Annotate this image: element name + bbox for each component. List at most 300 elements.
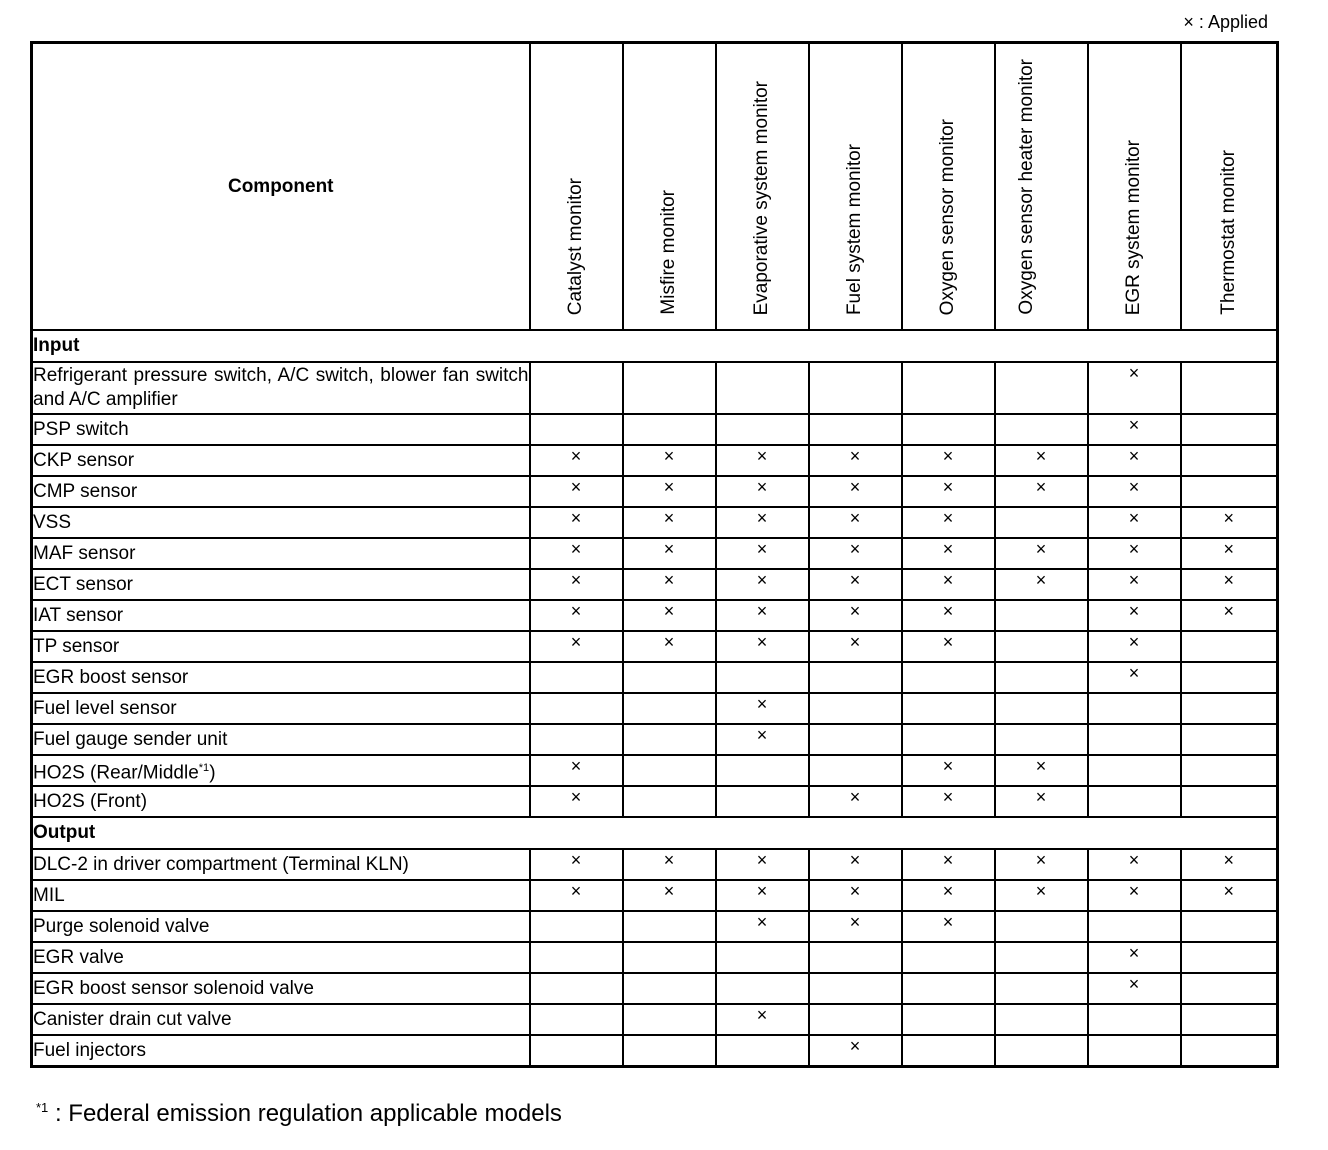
applied-mark: × [1223, 570, 1234, 590]
applied-mark: × [942, 539, 954, 559]
applied-cell [1181, 724, 1278, 755]
applied-cell [902, 538, 995, 569]
applied-cell [1088, 507, 1181, 538]
applied-cell [809, 880, 902, 911]
applied-mark: × [942, 508, 954, 528]
applied-mark: × [1223, 850, 1234, 871]
applied-cell [623, 476, 716, 507]
section-title: Output [32, 817, 1278, 849]
applied-mark: × [849, 570, 861, 590]
applied-cell [1088, 538, 1181, 569]
component-name [32, 849, 530, 880]
applied-mark: × [1128, 974, 1140, 995]
applied-cell [623, 1004, 716, 1035]
monitor-header [1181, 43, 1278, 331]
applied-cell [716, 507, 809, 538]
component-name-text: Fuel injectors [33, 1039, 146, 1061]
applied-mark: × [849, 850, 861, 871]
component-name [32, 880, 530, 911]
applied-cell [716, 1035, 809, 1067]
applied-cell [623, 849, 716, 880]
table-row [32, 693, 1278, 724]
applied-cell [1181, 600, 1278, 631]
applied-cell [995, 1035, 1088, 1067]
applied-mark: × [570, 632, 582, 652]
applied-mark: × [570, 508, 582, 528]
applied-cell [1088, 1035, 1181, 1067]
applied-cell [1181, 942, 1278, 973]
applied-cell [995, 414, 1088, 445]
applied-cell [1088, 973, 1181, 1004]
applied-cell [530, 880, 623, 911]
applied-cell [995, 507, 1088, 538]
applied-cell [1088, 569, 1181, 600]
table-body [32, 330, 1278, 1067]
footnote-marker: *1 [36, 1100, 49, 1115]
component-name [32, 942, 530, 973]
applied-cell [995, 476, 1088, 507]
table-row [32, 631, 1278, 662]
applied-mark: × [756, 446, 768, 466]
applied-mark: × [1128, 415, 1140, 435]
applied-mark: × [942, 881, 954, 902]
applied-cell [995, 538, 1088, 569]
applied-cell [902, 362, 995, 414]
applied-mark: × [1035, 446, 1047, 466]
applied-cell [995, 755, 1088, 786]
applied-mark: × [1035, 850, 1047, 871]
component-name [32, 911, 530, 942]
applied-cell [902, 880, 995, 911]
applied-mark: × [1128, 446, 1140, 466]
applied-mark: × [1035, 756, 1047, 776]
applied-cell [1088, 880, 1181, 911]
applied-cell [995, 724, 1088, 755]
applied-cell [902, 507, 995, 538]
applied-cell [1181, 973, 1278, 1004]
applied-cell [995, 849, 1088, 880]
applied-cell [809, 1035, 902, 1067]
applied-cell [809, 786, 902, 817]
applied-cell [809, 724, 902, 755]
applied-mark: × [1128, 363, 1140, 383]
component-name [32, 662, 530, 693]
applied-cell [809, 538, 902, 569]
component-name-text: Purge solenoid valve [33, 915, 210, 937]
applied-cell [716, 631, 809, 662]
applied-mark: × [663, 850, 675, 871]
applied-cell [809, 911, 902, 942]
applied-cell [530, 1004, 623, 1035]
applied-mark: × [1223, 508, 1234, 528]
applied-cell [530, 414, 623, 445]
applied-cell [623, 600, 716, 631]
applied-cell [623, 569, 716, 600]
applied-cell [1181, 445, 1278, 476]
footnote-text: : Federal emission regulation applicable models [48, 1100, 562, 1127]
applied-mark: × [942, 446, 954, 466]
applied-cell [809, 362, 902, 414]
applied-cell [902, 414, 995, 445]
applied-mark: × [942, 570, 954, 590]
applied-cell [902, 1035, 995, 1067]
applied-mark: × [1128, 663, 1140, 683]
component-name-text: HO2S (Front) [33, 790, 148, 812]
table-row [32, 942, 1278, 973]
applied-cell [1088, 911, 1181, 942]
applied-cell [530, 973, 623, 1004]
applied-cell [902, 631, 995, 662]
applied-cell [1181, 786, 1278, 817]
component-name-text: MIL [33, 884, 65, 906]
applied-cell [902, 786, 995, 817]
applied-cell [995, 445, 1088, 476]
applied-cell [1088, 942, 1181, 973]
table-row [32, 786, 1278, 817]
applied-cell [809, 445, 902, 476]
header-row [32, 43, 1278, 331]
applied-mark: × [570, 477, 582, 497]
applied-cell [1181, 693, 1278, 724]
monitor-header [809, 43, 902, 331]
applied-mark: × [663, 632, 675, 652]
table-row [32, 911, 1278, 942]
component-name [32, 1004, 530, 1035]
applied-mark: × [942, 601, 954, 621]
table-row [32, 880, 1278, 911]
applied-cell [1088, 693, 1181, 724]
applied-cell [995, 362, 1088, 414]
component-name-text: Fuel level sensor [33, 697, 177, 719]
applied-cell [902, 476, 995, 507]
monitor-header [1088, 43, 1181, 331]
applied-cell [1181, 880, 1278, 911]
applied-mark: × [756, 694, 768, 714]
table-row [32, 569, 1278, 600]
applied-cell [902, 724, 995, 755]
applied-cell [1181, 631, 1278, 662]
applied-mark: × [1035, 477, 1047, 497]
applied-mark: × [1223, 881, 1234, 902]
applied-cell [1181, 662, 1278, 693]
applied-cell [716, 849, 809, 880]
applied-cell [995, 631, 1088, 662]
applied-cell [902, 445, 995, 476]
component-name-text: VSS [33, 511, 72, 533]
component-name-text: MAF sensor [33, 542, 136, 564]
applied-cell [1181, 755, 1278, 786]
component-name [32, 600, 530, 631]
applied-cell [809, 507, 902, 538]
monitor-header-label: Catalyst monitor [565, 177, 586, 315]
table-row [32, 600, 1278, 631]
applied-cell [530, 786, 623, 817]
applied-cell [809, 942, 902, 973]
applied-cell [1181, 849, 1278, 880]
applied-cell [716, 911, 809, 942]
monitor-table [30, 41, 1279, 1068]
component-name-text: HO2S (Rear/Middle [33, 762, 199, 784]
applied-cell [623, 362, 716, 414]
component-name [32, 507, 530, 538]
table-row [32, 662, 1278, 693]
component-name [32, 445, 530, 476]
applied-cell [716, 786, 809, 817]
applied-mark: × [663, 570, 675, 590]
applied-cell [995, 1004, 1088, 1035]
applied-cell [530, 911, 623, 942]
applied-cell [1181, 362, 1278, 414]
applied-mark: × [942, 912, 954, 933]
monitor-header-label: Fuel system monitor [844, 143, 865, 315]
applied-mark: × [849, 1036, 861, 1057]
applied-mark: × [1128, 539, 1140, 559]
legend: × : Applied [1183, 12, 1268, 32]
applied-cell [1181, 507, 1278, 538]
component-name [32, 1035, 530, 1067]
applied-cell [530, 507, 623, 538]
applied-cell [530, 724, 623, 755]
monitor-header [902, 43, 995, 331]
applied-mark: × [849, 508, 861, 528]
applied-mark: × [1128, 508, 1140, 528]
applied-cell [623, 507, 716, 538]
table-row [32, 1004, 1278, 1035]
applied-cell [1088, 362, 1181, 414]
component-header: Component [32, 43, 530, 331]
component-name-text: CKP sensor [33, 449, 135, 471]
component-name [32, 631, 530, 662]
monitor-header-label: Misfire monitor [658, 190, 679, 315]
applied-mark: × [1128, 570, 1140, 590]
applied-cell [995, 693, 1088, 724]
footnote [36, 1100, 562, 1128]
applied-mark: × [756, 850, 768, 871]
applied-cell [716, 973, 809, 1004]
component-name-text: Fuel gauge sender unit [33, 728, 228, 750]
applied-cell [809, 693, 902, 724]
monitor-header-label: Oxygen sensor monitor [937, 118, 958, 315]
applied-cell [809, 849, 902, 880]
applied-mark: × [756, 570, 768, 590]
component-name-text: CMP sensor [33, 480, 138, 502]
applied-cell [530, 445, 623, 476]
component-name-text: EGR boost sensor [33, 666, 189, 688]
applied-cell [623, 973, 716, 1004]
applied-cell [623, 662, 716, 693]
table-row [32, 1035, 1278, 1067]
monitor-header [995, 43, 1088, 331]
applied-cell [902, 693, 995, 724]
section-row [32, 817, 1278, 849]
applied-mark: × [849, 539, 861, 559]
applied-mark: × [756, 601, 768, 621]
applied-mark: × [1128, 850, 1140, 871]
applied-cell [623, 631, 716, 662]
applied-cell [995, 786, 1088, 817]
applied-cell [809, 414, 902, 445]
table-row [32, 849, 1278, 880]
table-row [32, 973, 1278, 1004]
applied-cell [716, 942, 809, 973]
component-name-text: ECT sensor [33, 573, 133, 595]
applied-mark: × [1035, 570, 1047, 590]
applied-cell [716, 600, 809, 631]
applied-cell [623, 724, 716, 755]
applied-mark: × [1128, 477, 1140, 497]
applied-cell [902, 942, 995, 973]
applied-cell [995, 662, 1088, 693]
applied-cell [530, 476, 623, 507]
monitor-header [623, 43, 716, 331]
applied-cell [623, 911, 716, 942]
applied-cell [623, 942, 716, 973]
applied-cell [1088, 786, 1181, 817]
component-name-text: Refrigerant pressure switch, A/C switch, blower fan switch and A/C amplifier [33, 365, 529, 410]
component-name-text: IAT sensor [33, 604, 124, 626]
applied-cell [902, 662, 995, 693]
applied-mark: × [1128, 881, 1140, 902]
applied-mark: × [1128, 943, 1140, 964]
table-row [32, 445, 1278, 476]
applied-cell [716, 538, 809, 569]
monitor-header-label: Evaporative system monitor [751, 80, 772, 315]
applied-cell [530, 569, 623, 600]
applied-cell [809, 755, 902, 786]
applied-cell [530, 600, 623, 631]
applied-mark: × [663, 539, 675, 559]
applied-cell [530, 662, 623, 693]
footnote-ref: *1 [198, 762, 210, 774]
applied-cell [995, 600, 1088, 631]
applied-cell [902, 1004, 995, 1035]
applied-cell [1181, 1004, 1278, 1035]
applied-cell [530, 693, 623, 724]
table-row [32, 755, 1278, 786]
section-title: Input [32, 330, 1278, 362]
applied-cell [530, 942, 623, 973]
applied-mark: × [1223, 601, 1234, 621]
applied-cell [1181, 911, 1278, 942]
component-name [32, 973, 530, 1004]
applied-cell [1088, 849, 1181, 880]
applied-cell [716, 662, 809, 693]
applied-cell [623, 693, 716, 724]
applied-cell [530, 849, 623, 880]
applied-cell [902, 911, 995, 942]
applied-cell [716, 1004, 809, 1035]
component-name-text: PSP switch [33, 418, 129, 440]
applied-cell [530, 631, 623, 662]
applied-cell [1088, 662, 1181, 693]
applied-cell [1181, 476, 1278, 507]
applied-cell [809, 600, 902, 631]
component-name [32, 786, 530, 817]
applied-mark: × [570, 850, 582, 871]
applied-mark: × [1128, 601, 1140, 621]
applied-mark: × [570, 446, 582, 466]
applied-mark: × [849, 477, 861, 497]
applied-cell [809, 662, 902, 693]
applied-cell [1181, 1035, 1278, 1067]
applied-mark: × [1035, 787, 1047, 808]
applied-mark: × [663, 508, 675, 528]
applied-mark: × [849, 881, 861, 902]
applied-cell [716, 445, 809, 476]
component-name [32, 693, 530, 724]
applied-cell [995, 942, 1088, 973]
applied-cell [995, 911, 1088, 942]
applied-cell [716, 724, 809, 755]
applied-cell [716, 880, 809, 911]
applied-cell [1088, 445, 1181, 476]
component-name-text: DLC-2 in driver compartment (Terminal KLN) [33, 853, 409, 875]
applied-cell [1088, 600, 1181, 631]
applied-mark: × [942, 850, 954, 871]
component-name [32, 724, 530, 755]
applied-mark: × [1035, 539, 1047, 559]
applied-cell [1181, 414, 1278, 445]
applied-cell [1181, 538, 1278, 569]
applied-mark: × [849, 446, 861, 466]
applied-cell [809, 476, 902, 507]
applied-mark: × [756, 881, 768, 902]
table-row [32, 507, 1278, 538]
applied-cell [1088, 414, 1181, 445]
applied-cell [902, 973, 995, 1004]
table-row [32, 414, 1278, 445]
applied-cell [1088, 755, 1181, 786]
applied-mark: × [570, 881, 582, 902]
component-name-text: TP sensor [33, 635, 120, 657]
applied-mark: × [849, 601, 861, 621]
applied-mark: × [756, 632, 768, 652]
applied-mark: × [756, 508, 768, 528]
applied-cell [902, 755, 995, 786]
applied-cell [1088, 476, 1181, 507]
applied-mark: × [663, 477, 675, 497]
applied-mark: × [570, 787, 582, 808]
monitor-header-label: Oxygen sensor heater monitor [1016, 59, 1037, 315]
applied-cell [995, 569, 1088, 600]
applied-cell [530, 755, 623, 786]
component-name [32, 414, 530, 445]
applied-cell [530, 362, 623, 414]
table-row [32, 538, 1278, 569]
component-name [32, 538, 530, 569]
applied-mark: × [663, 601, 675, 621]
monitor-header [716, 43, 809, 331]
applied-mark: × [849, 632, 861, 652]
component-name [32, 569, 530, 600]
applied-cell [623, 755, 716, 786]
applied-cell [1088, 631, 1181, 662]
monitor-header [530, 43, 623, 331]
applied-cell [623, 1035, 716, 1067]
component-name-text: EGR valve [33, 946, 124, 968]
applied-mark: × [756, 539, 768, 559]
applied-cell [716, 755, 809, 786]
applied-cell [530, 538, 623, 569]
applied-cell [716, 569, 809, 600]
applied-cell [809, 569, 902, 600]
applied-cell [995, 880, 1088, 911]
applied-mark: × [663, 881, 675, 902]
applied-cell [809, 631, 902, 662]
applied-mark: × [942, 632, 954, 652]
applied-cell [623, 880, 716, 911]
section-row [32, 330, 1278, 362]
